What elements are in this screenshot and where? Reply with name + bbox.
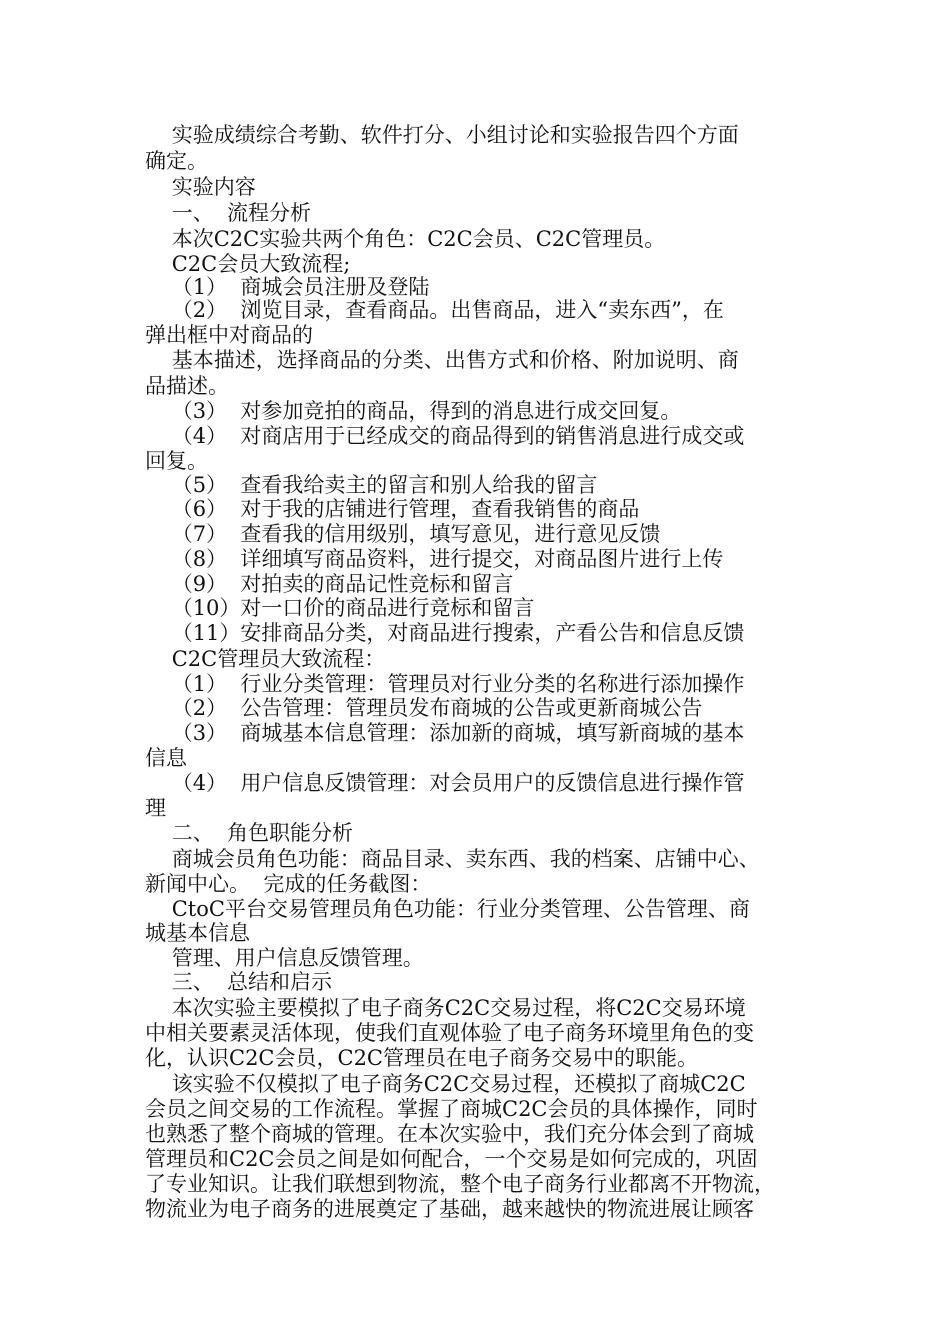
list-item: （6） 对于我的店铺进行管理，查看我销售的商品	[145, 497, 640, 521]
text-line: 城基本信息	[145, 921, 250, 945]
list-item: （8） 详细填写商品资料，进行提交，对商品图片进行上传	[145, 547, 724, 571]
text-line: 商城会员角色功能：商品目录、卖东西、我的档案、店铺中心、	[145, 847, 760, 871]
text-line: 实验成绩综合考勤、软件打分、小组讨论和实验报告四个方面	[145, 123, 739, 147]
list-item: （3） 商城基本信息管理：添加新的商城，填写新商城的基本	[145, 721, 745, 745]
text-line: 新闻中心。 完成的任务截图：	[145, 872, 432, 896]
text-line: 本次实验主要模拟了电子商务C2C交易过程，将C2C交易环境	[145, 996, 746, 1020]
list-item: （3） 对参加竞拍的商品，得到的消息进行成交回复。	[145, 399, 682, 423]
text-line: C2C管理员大致流程：	[145, 647, 386, 671]
text-line: 确定。	[145, 149, 208, 173]
list-item: （5） 查看我给卖主的留言和别人给我的留言	[145, 473, 598, 497]
text-line: 化，认识C2C会员，C2C管理员在电子商务交易中的职能。	[145, 1046, 698, 1070]
list-item: （10）对一口价的商品进行竞标和留言	[145, 596, 535, 620]
section-heading: 二、 角色职能分析	[145, 821, 354, 845]
text-line: 该实验不仅模拟了电子商务C2C交易过程，还模拟了商城C2C	[145, 1072, 746, 1096]
text-line: 回复。	[145, 449, 208, 473]
text-line: 会员之间交易的工作流程。掌握了商城C2C会员的具体操作，同时	[145, 1097, 758, 1121]
list-item: （4） 对商店用于已经成交的商品得到的销售消息进行成交或	[145, 424, 745, 448]
text-line: 了专业知识。让我们联想到物流，整个电子商务行业都离不开物流，	[145, 1172, 775, 1196]
list-item: （7） 查看我的信用级别，填写意见，进行意见反馈	[145, 522, 661, 546]
text-line: 物流业为电子商务的进展奠定了基础，越来越快的物流进展让顾客	[145, 1197, 754, 1221]
text-line: 基本描述，选择商品的分类、出售方式和价格、附加说明、商	[145, 348, 739, 372]
text-line: 信息	[145, 746, 187, 770]
section-heading: 实验内容	[145, 175, 256, 199]
list-item: （9） 对拍卖的商品记性竞标和留言	[145, 572, 514, 596]
list-item: （11）安排商品分类，对商品进行搜索，产看公告和信息反馈	[145, 621, 745, 645]
list-item: （2） 浏览目录，查看商品。出售商品，进入“卖东西”，在	[145, 298, 724, 322]
text-line: 也熟悉了整个商城的管理。在本次实验中，我们充分体会到了商城	[145, 1122, 754, 1146]
text-line: C2C会员大致流程;	[145, 252, 351, 276]
list-item: （1） 商城会员注册及登陆	[145, 275, 430, 299]
list-item: （4） 用户信息反馈管理：对会员用户的反馈信息进行操作管	[145, 771, 745, 795]
text-line: CtoC平台交易管理员角色功能：行业分类管理、公告管理、商	[145, 897, 750, 921]
text-line: 品描述。	[145, 374, 229, 398]
text-line: 中相关要素灵活体现，使我们直观体验了电子商务环境里角色的变	[145, 1021, 754, 1045]
text-line: 本次C2C实验共两个角色：C2C会员、C2C管理员。	[145, 227, 666, 251]
list-item: （2） 公告管理：管理员发布商城的公告或更新商城公告	[145, 696, 703, 720]
text-line: 管理员和C2C会员之间是如何配合，一个交易是如何完成的，巩固	[145, 1147, 758, 1171]
list-item: （1） 行业分类管理：管理员对行业分类的名称进行添加操作	[145, 672, 745, 696]
text-line: 弹出框中对商品的	[145, 323, 313, 347]
text-line: 理	[145, 796, 166, 820]
text-line: 管理、用户信息反馈管理。	[145, 946, 424, 970]
section-heading: 三、 总结和启示	[145, 970, 333, 994]
section-heading: 一、 流程分析	[145, 201, 312, 225]
